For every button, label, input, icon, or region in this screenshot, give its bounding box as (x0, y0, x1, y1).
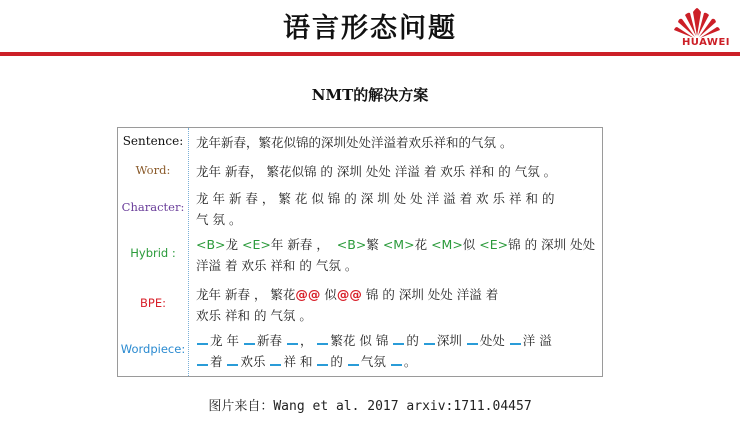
wordpiece-marker (244, 343, 255, 345)
token: 年 新春 ， (270, 237, 329, 252)
wordpiece-marker (197, 364, 208, 366)
content-line (196, 330, 598, 351)
content-line: 洋溢 着 欢乐 祥和 的 气氛 。 (196, 258, 358, 273)
content-line (196, 234, 598, 255)
row-label: Word: (135, 163, 171, 177)
tag-end: <E> (242, 237, 271, 252)
wordpiece-marker (348, 364, 359, 366)
token: 龙年 新春 ， 繁花 (196, 287, 296, 302)
row-content: 龙年新春，繁花似锦的深圳处处洋溢着欢乐祥和的气氛 。 (196, 135, 513, 150)
token: 繁花 似 锦 (330, 333, 393, 348)
wordpiece-marker (391, 364, 402, 366)
subtitle: NMT的解决方案 (311, 86, 429, 104)
token: 花 (414, 237, 428, 252)
token: 处处 (479, 333, 509, 348)
token: 洋 溢 (522, 333, 552, 348)
token: 锦 的 深圳 处处 (508, 237, 596, 252)
token: 的 (330, 354, 347, 369)
row-content: 龙年 新春， 繁花似锦 的 深圳 处处 洋溢 着 欢乐 祥和 的 气氛 。 (196, 164, 557, 179)
content-line (196, 351, 598, 372)
token: 繁 (366, 237, 379, 252)
bpe-marker: @@ (336, 287, 362, 302)
wordpiece-marker (393, 343, 404, 345)
row-label: Character: (121, 200, 185, 214)
wordpiece-marker (270, 364, 281, 366)
token: 龙 年 (210, 333, 243, 348)
token: 新春 (256, 333, 286, 348)
content-line: 欢乐 祥和 的 气氛 。 (196, 308, 312, 323)
wordpiece-marker (317, 343, 328, 345)
token: 着 (210, 354, 227, 369)
header-divider (0, 52, 740, 56)
token: 似 (462, 237, 476, 252)
row-label: Sentence: (122, 134, 184, 148)
wordpiece-marker (510, 343, 521, 345)
token: 祥 和 (283, 354, 317, 369)
token: 似 (320, 287, 337, 302)
token: 深圳 (436, 333, 466, 348)
token: 锦 的 深圳 处处 洋溢 着 (361, 287, 499, 302)
content-line: 气 氛 。 (196, 212, 242, 227)
wordpiece-marker (467, 343, 478, 345)
row-content (196, 284, 598, 326)
tag-begin: <B> (196, 237, 226, 252)
page-title: 语言形态问题 (283, 13, 457, 44)
image-caption: 图片来自：Wang et al. 2017 arxiv:1711.04457 (208, 399, 532, 414)
row-label: Wordpiece: (120, 342, 186, 356)
tag-end: <E> (479, 237, 509, 252)
tag-middle: <M> (382, 237, 415, 252)
wordpiece-marker (287, 343, 298, 345)
token: ， (299, 333, 317, 348)
token: 气氛 (360, 354, 390, 369)
content-line (196, 284, 598, 305)
huawei-logo-text: HUAWEI (681, 37, 730, 48)
wordpiece-marker (317, 364, 328, 366)
bpe-marker: @@ (295, 287, 321, 302)
row-label: BPE: (140, 296, 166, 310)
content-line: 龙 年 新 春 ， 繁 花 似 锦 的 深 圳 处 处 洋 溢 着 欢 乐 祥 和 的 (196, 191, 555, 206)
row-label: Hybrid : (130, 246, 176, 260)
token: 欢乐 (240, 354, 270, 369)
tag-begin: <B> (336, 237, 367, 252)
column-divider (188, 128, 189, 376)
token: 的 (406, 333, 423, 348)
row-content (196, 188, 598, 230)
token: 。 (403, 354, 417, 369)
wordpiece-marker (197, 343, 208, 345)
wordpiece-marker (424, 343, 435, 345)
wordpiece-marker (227, 364, 238, 366)
tokenization-table (117, 127, 603, 377)
row-content (196, 330, 598, 372)
token: 龙 (225, 237, 239, 252)
tag-middle: <M> (431, 237, 463, 252)
row-content (196, 234, 598, 276)
